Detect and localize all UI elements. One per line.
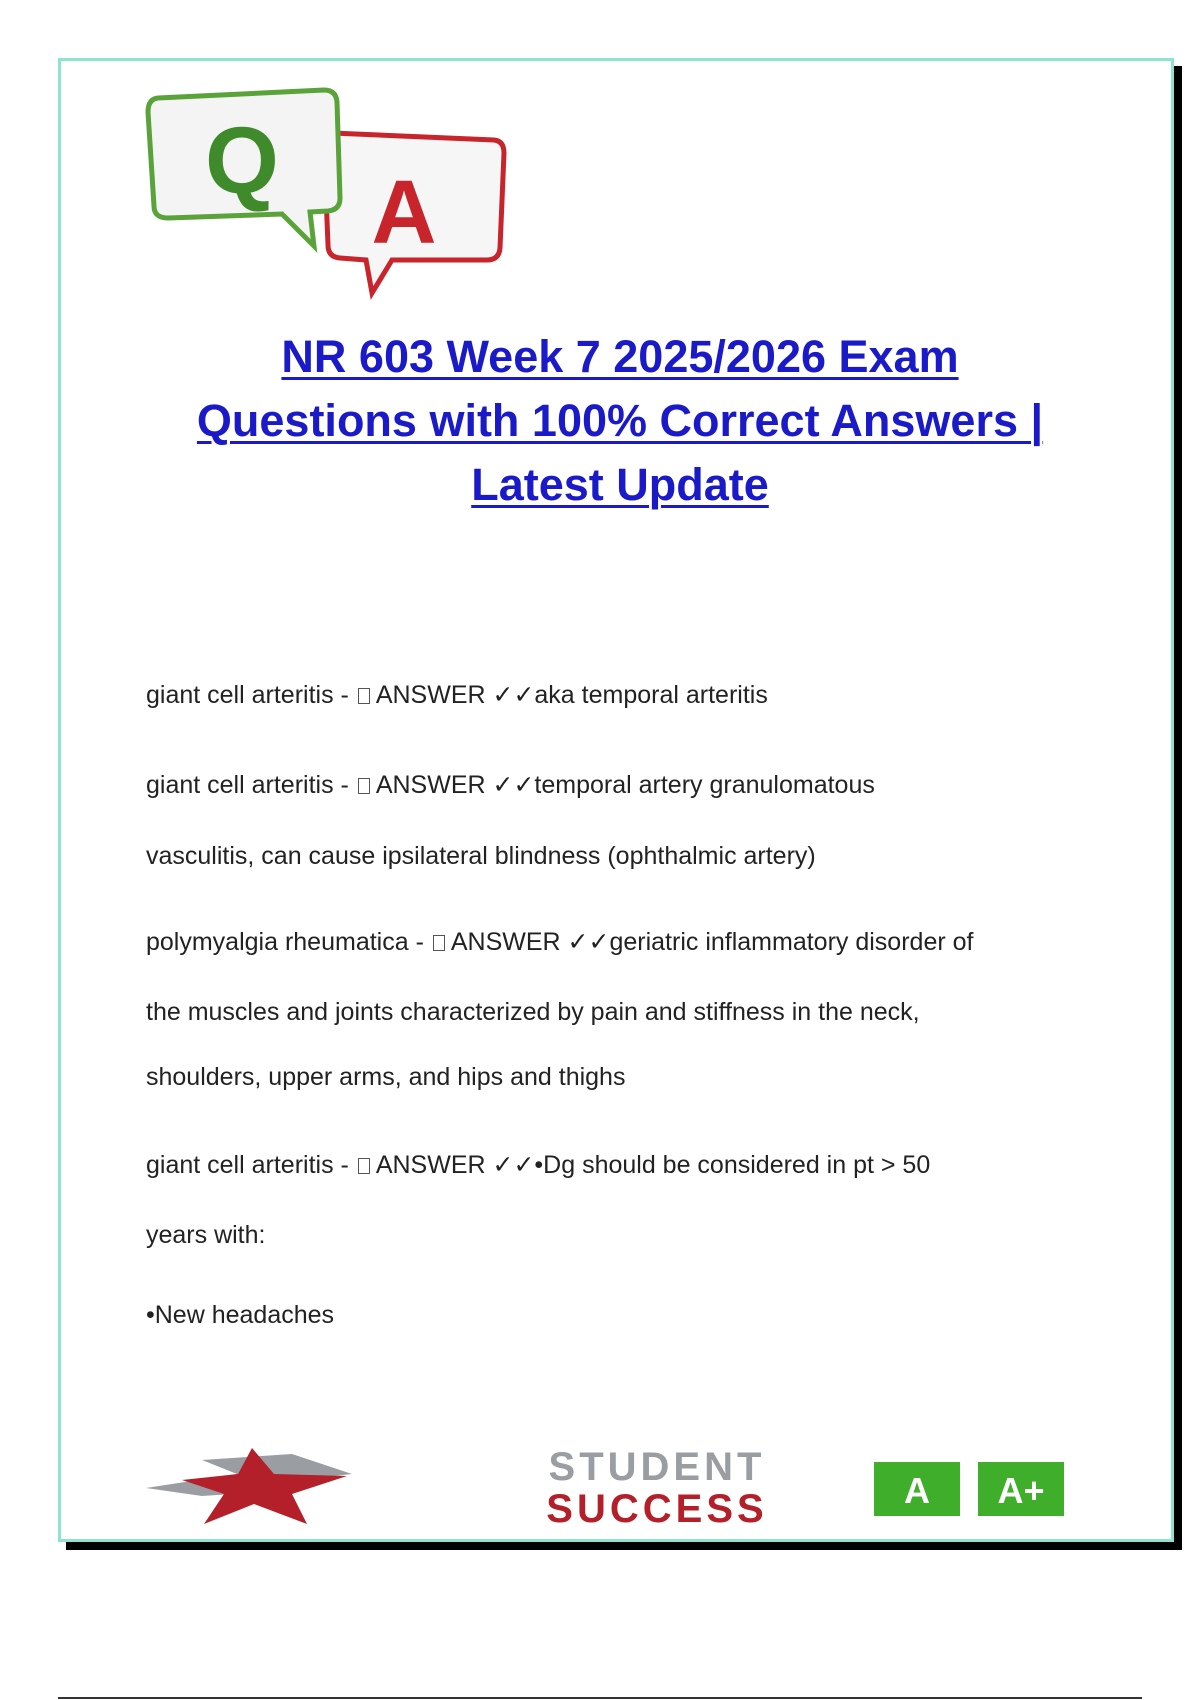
entry-answer-line: temporal artery granulomatous: [534, 771, 875, 799]
title-line-2: Questions with 100% Correct Answers |: [196, 395, 1044, 446]
qa-entry-3: [146, 927, 1106, 957]
entry-continuation-line: shoulders, upper arms, and hips and thighs: [146, 1063, 626, 1091]
logo-word-student: STUDENT: [548, 1445, 766, 1489]
answer-label: ANSWER: [375, 1151, 486, 1179]
logo-word-success: SUCCESS: [546, 1487, 768, 1530]
entry-continuation-line: the muscles and joints characterized by pain and stiffness in the neck,: [146, 998, 920, 1026]
student-success-logo: [142, 1440, 1082, 1530]
entry-term: polymyalgia rheumatica -: [146, 928, 424, 956]
document-title: [120, 325, 1120, 517]
svg-text:A+: A+: [997, 1470, 1045, 1511]
answer-letter: A: [371, 163, 437, 263]
qa-entry-2: [146, 770, 1106, 800]
qa-entry-4: [146, 1150, 1106, 1180]
entry-answer-line: geriatric inflammatory disorder of: [609, 928, 974, 956]
checkmarks-icon: ✓✓: [567, 928, 610, 956]
entry-term: giant cell arteritis -: [146, 1151, 349, 1179]
question-bubble: [148, 90, 340, 246]
page-bottom-rule: [58, 1697, 1142, 1699]
missing-glyph-icon: [358, 688, 370, 704]
grade-a-badge: [874, 1462, 960, 1516]
checkmarks-icon: ✓✓: [492, 681, 535, 709]
qa-speech-bubbles-logo: [142, 78, 552, 328]
entry-continuation-line: vasculitis, can cause ipsilateral blindness (ophthalmic artery): [146, 842, 816, 870]
star-swoosh-icon: [146, 1448, 352, 1524]
title-line-1: NR 603 Week 7 2025/2026 Exam: [281, 331, 959, 382]
missing-glyph-icon: [433, 935, 445, 951]
entry-answer-line: aka temporal arteritis: [534, 681, 768, 709]
question-letter: Q: [205, 108, 279, 214]
answer-label: ANSWER: [450, 928, 561, 956]
svg-text:A: A: [904, 1470, 930, 1511]
entry-answer-line: •Dg should be considered in pt > 50: [534, 1151, 931, 1179]
qa-entry-1: [146, 680, 1106, 710]
answer-label: ANSWER: [375, 771, 486, 799]
answer-label: ANSWER: [375, 681, 486, 709]
entry-term: giant cell arteritis -: [146, 771, 349, 799]
grade-a-plus-badge: [978, 1462, 1064, 1516]
answer-bubble: [324, 133, 504, 293]
entry-continuation-line: •New headaches: [146, 1301, 335, 1329]
missing-glyph-icon: [358, 778, 370, 794]
title-line-3: Latest Update: [471, 459, 769, 510]
missing-glyph-icon: [358, 1158, 370, 1174]
entry-continuation-line: years with:: [146, 1221, 266, 1249]
checkmarks-icon: ✓✓: [492, 1151, 535, 1179]
checkmarks-icon: ✓✓: [492, 771, 535, 799]
entry-term: giant cell arteritis -: [146, 681, 349, 709]
